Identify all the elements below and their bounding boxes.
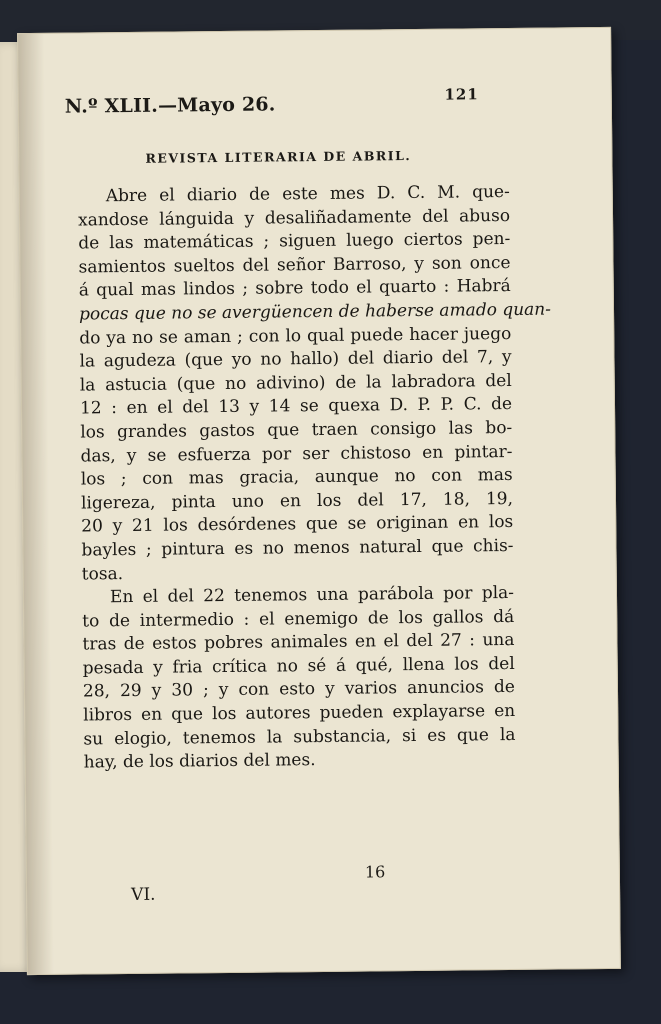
text-line: bayles ; pintura es no menos natural que chis-: [81, 535, 514, 561]
text-line: tras de estos pobres animales en el del 27 : una: [82, 630, 515, 655]
signature-mark: VI.: [131, 884, 156, 905]
text-line: das, y se esfuerza por ser chistoso en pintar-: [80, 441, 513, 467]
book-page: [17, 27, 621, 975]
text-line: hay, de los diarios del mes.: [83, 750, 316, 773]
text-line: su elogio, tenemos la substancia, si es que la: [83, 724, 516, 750]
text-line: tosa.: [81, 563, 124, 584]
text-line: pocas que no se avergüencen de haberse amado quan-: [78, 299, 552, 325]
text-line: la astucia (que no adivino) de la labradora del: [79, 370, 512, 396]
text-line: Abre el diario de este mes D. C. M. que-: [105, 181, 510, 207]
page-number: 121: [444, 85, 479, 104]
body-text: [77, 181, 552, 775]
section-title: REVISTA LITERARIA DE ABRIL.: [145, 148, 412, 166]
text-line: En el del 22 tenemos una parábola por pla-: [109, 583, 515, 608]
page-header: [64, 85, 571, 125]
text-line: de las matemáticas ; siguen luego ciertos pen-: [78, 229, 511, 254]
text-line: samientos sueltos del señor Barroso, y son once: [78, 252, 511, 278]
text-line: los grandes gastos que traen consigo las bo-: [80, 417, 513, 443]
text-line: libros en que los autores pueden explayarse en: [83, 701, 516, 726]
text-line: la agudeza (que yo no hallo) del diario del 7, y: [79, 347, 512, 372]
gathering-number: 16: [364, 862, 386, 882]
text-line: xandose lánguida y desaliñadamente del abuso: [77, 205, 511, 231]
text-line: do ya no se aman ; con lo qual puede hacer juego: [79, 323, 512, 349]
text-line: los ; con mas gracia, aunque no con mas: [80, 465, 513, 490]
text-line: pesada y fria crítica no sé á qué, llena los del: [82, 653, 515, 679]
text-line: ligereza, pinta uno en los del 17, 18, 19,: [80, 488, 514, 514]
running-head: N.º XLII.—Mayo 26.: [64, 93, 276, 118]
text-line: 28, 29 y 30 ; y con esto y varios anuncios de: [82, 677, 516, 702]
text-line: 12 : en el del 13 y 14 se quexa D. P. P. C. de: [79, 394, 513, 419]
text-line: to de intermedio : el enemigo de los gallos dá: [82, 606, 515, 632]
text-line: 20 y 21 los desórdenes que se originan en los: [81, 512, 514, 537]
text-line: á qual mas lindos ; sobre todo el quarto : Habrá: [78, 276, 511, 301]
